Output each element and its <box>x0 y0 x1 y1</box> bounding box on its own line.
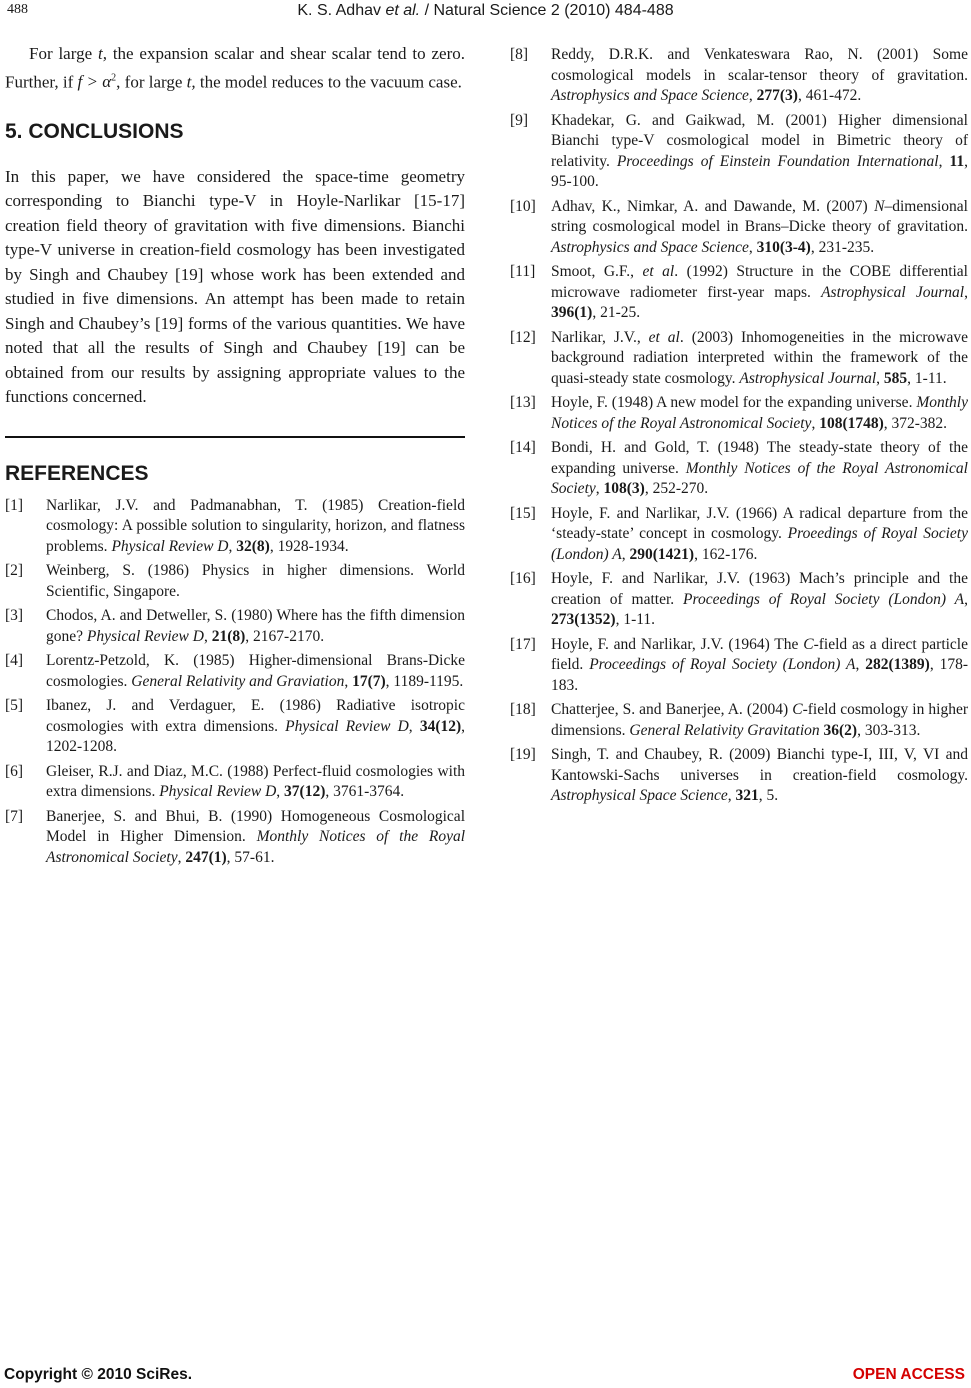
reference-pages: , 2167-2170. <box>245 627 325 645</box>
reference-pages: –dimensional string cosmological model in Brans–Dicke theory of gravitation. <box>551 197 968 235</box>
reference-volume: 247(1) <box>185 848 227 866</box>
reference-volume: 11 <box>949 152 965 170</box>
reference-volume: 34(12) <box>419 717 462 735</box>
reference-item <box>510 438 968 500</box>
section-divider <box>5 436 465 438</box>
reference-separator: , <box>964 283 968 301</box>
reference-journal: Astrophysics and Space Science <box>551 87 749 104</box>
reference-item <box>5 496 465 558</box>
reference-pages: , 231-235. <box>810 238 875 256</box>
reference-item <box>510 745 968 807</box>
reference-pages: , 461-472. <box>797 87 862 104</box>
reference-volume: 17(7) <box>352 672 386 690</box>
reference-pages: , 1-11. <box>615 611 656 628</box>
reference-volume: 321 <box>735 787 759 804</box>
reference-text <box>46 496 465 558</box>
reference-pages: , 178-183. <box>551 656 968 694</box>
reference-number: [5] <box>5 697 24 715</box>
reference-number: [9] <box>510 111 529 129</box>
reference-authors: Chodos, A. and Detweller, S. (1980) Where has the fifth dimension gone? <box>46 607 465 645</box>
reference-text <box>46 696 465 758</box>
reference-pages: , 1928-1934. <box>269 537 349 555</box>
reference-authors: Hoyle, F. (1948) A new model for the expanding universe. <box>551 394 917 411</box>
reference-number: [15] <box>510 504 536 522</box>
reference-separator: , <box>276 783 285 801</box>
reference-item <box>510 504 968 566</box>
reference-volume: 36(2) <box>823 721 858 739</box>
reference-volume: 396(1) <box>551 304 593 321</box>
reference-journal: Astrophysical Journal <box>739 369 877 387</box>
reference-text <box>551 111 968 193</box>
reference-text <box>551 262 968 324</box>
reference-separator: , <box>811 414 820 432</box>
reference-pages: , 5. <box>758 787 779 804</box>
reference-separator: , <box>595 480 604 497</box>
reference-item <box>5 651 465 692</box>
reference-number: [7] <box>5 807 24 825</box>
running-head-et-al: et al. <box>385 2 421 19</box>
reference-text <box>551 328 968 390</box>
reference-title: -field cosmology in higher dimensions. <box>551 701 968 739</box>
reference-journal: Physical Review D <box>111 537 229 555</box>
reference-number: [19] <box>510 746 536 763</box>
running-head-journal: / Natural Science 2 (2010) 484-488 <box>420 2 674 19</box>
reference-number: [2] <box>5 562 24 580</box>
reference-pages: , 303-313. <box>857 721 921 739</box>
reference-separator: , <box>855 656 866 673</box>
reference-number: [13] <box>510 394 536 411</box>
reference-item <box>510 45 968 107</box>
reference-number: [6] <box>5 762 24 780</box>
reference-separator: , <box>964 590 968 608</box>
reference-location: (London) A <box>879 590 965 608</box>
reference-item <box>510 569 968 631</box>
reference-volume: 37(12) <box>284 783 326 801</box>
reference-journal: Monthly Notices of the Royal Astronomical Society <box>551 459 968 497</box>
reference-separator: , <box>203 627 212 645</box>
page-number: 488 <box>7 2 28 17</box>
reference-separator: , <box>621 545 630 563</box>
reference-journal: Astrophysical Journal <box>821 283 965 301</box>
reference-title: -field as a direct particle field. <box>551 635 968 673</box>
reference-pages: , 57-61. <box>226 848 275 866</box>
open-access-badge: OPEN ACCESS <box>852 1366 965 1383</box>
reference-authors: Ibanez, J. and Verdaguer, E. (1986) Radiative isotropic cosmologies with extra dimensions. <box>46 697 465 735</box>
reference-journal: Physical Review D <box>159 783 277 801</box>
reference-authors: Gleiser, R.J. and Diaz, M.C. (1988) Perfect-fluid cosmologies with extra dimensions. <box>46 762 465 801</box>
reference-separator: , <box>228 537 237 555</box>
intro-paragraph: For large t, the expansion scalar and shear scalar tend to zero. Further, if $f > \alpha^2$, for large t, the model reduces to the vacuum case. <box>5 44 465 92</box>
reference-item <box>5 807 465 869</box>
reference-c-field: C <box>792 701 803 718</box>
reference-authors: Adhav, K., Nimkar, A. and Dawande, M. (2007) <box>551 197 875 215</box>
reference-text <box>551 504 968 566</box>
reference-journal: Monthly Notices of the Royal Astronomical Society <box>551 394 968 432</box>
reference-number: [14] <box>510 439 536 456</box>
reference-pages: , 21-25. <box>592 304 641 321</box>
references-list-left <box>5 496 465 869</box>
reference-text <box>46 606 465 647</box>
reference-authors: Narlikar, J.V., <box>551 328 649 346</box>
reference-item <box>5 762 465 803</box>
reference-text <box>46 807 465 869</box>
reference-volume: 310(3-4) <box>756 238 811 256</box>
reference-pages: , 372-382. <box>883 414 948 432</box>
reference-journal: Astrophysical Space Science <box>551 787 728 804</box>
reference-journal: General Relativity Gravitation <box>629 721 820 739</box>
reference-item <box>510 700 968 741</box>
reference-number: [16] <box>510 570 536 587</box>
reference-authors: Hoyle, F. and Narlikar, J.V. (1966) A radical departure from the ‘steady-state’ concept in cosmology. <box>551 504 968 542</box>
reference-number: [11] <box>510 263 536 280</box>
reference-item <box>510 262 968 324</box>
reference-pages: , 95-100. <box>551 152 969 190</box>
running-head-authors: K. S. Adhav <box>297 2 386 19</box>
reference-pages: , 252-270. <box>644 480 709 497</box>
right-column <box>510 45 968 811</box>
reference-authors: Smoot, G.F., <box>551 263 643 280</box>
reference-item <box>510 328 968 390</box>
reference-item <box>510 393 968 434</box>
reference-location: (London) A <box>776 656 856 673</box>
reference-journal: Proceedings of Royal Society <box>683 590 880 608</box>
reference-text <box>551 745 968 807</box>
reference-text <box>46 762 465 803</box>
reference-volume: 585 <box>883 369 908 387</box>
reference-pages: , 3761-3764. <box>325 783 405 801</box>
reference-text <box>551 438 968 500</box>
reference-pages: , 1189-1195. <box>385 672 464 690</box>
reference-journal: General Relativity and Graviation <box>131 672 345 690</box>
reference-journal: Proeedings of Royal Society <box>787 525 968 542</box>
reference-text <box>551 45 968 107</box>
reference-text <box>551 635 968 697</box>
reference-item <box>5 561 465 602</box>
reference-authors: Hoyle, F. and Narlikar, J.V. (1963) Mach’s principle and the creation of matter. <box>551 570 968 608</box>
reference-authors: Hoyle, F. and Narlikar, J.V. (1964) The <box>551 635 804 653</box>
reference-number: [3] <box>5 607 24 625</box>
reference-volume: 21(8) <box>211 627 246 645</box>
reference-separator: , <box>408 717 420 735</box>
reference-location: (London) A <box>551 545 622 563</box>
reference-volume: 273(1352) <box>551 611 616 628</box>
references-list-right <box>510 45 968 807</box>
reference-journal: Astrophysics and Space Science <box>551 238 749 256</box>
reference-pages: , 1202-1208. <box>46 717 466 756</box>
reference-authors: Lorentz-Petzold, K. (1985) Higher-dimensional Brans-Dicke cosmologies. <box>46 652 465 690</box>
reference-title: . (1992) Structure in the COBE differential microwave radiometer first-year maps. <box>551 263 968 301</box>
references-heading: REFERENCES <box>5 461 149 485</box>
reference-text <box>46 651 465 692</box>
reference-volume: 32(8) <box>236 537 270 555</box>
reference-text <box>551 569 968 631</box>
reference-et-al: et al <box>648 328 680 346</box>
inequality-formula: $f > \alpha^2$ <box>77 72 117 92</box>
conclusions-heading: 5. CONCLUSIONS <box>5 119 184 143</box>
reference-separator: , <box>938 152 950 170</box>
reference-number: [12] <box>510 328 536 346</box>
reference-journal: Proceedings of Einstein Foundation International <box>616 152 939 170</box>
copyright-notice: Copyright © 2010 SciRes. <box>4 1366 193 1383</box>
reference-authors: Chatterjee, S. and Banerjee, A. (2004) <box>551 701 793 718</box>
left-column <box>5 42 465 872</box>
reference-number: [1] <box>5 496 24 514</box>
reference-text <box>46 561 465 602</box>
reference-et-al: et al <box>642 263 675 280</box>
reference-volume: 108(1748) <box>819 414 884 432</box>
reference-authors: Reddy, D.R.K. and Venkateswara Rao, N. (2001) Some cosmological models in scalar-tensor theory of gravitation. <box>551 46 968 84</box>
reference-volume: 277(3) <box>756 87 798 104</box>
reference-item <box>510 111 968 193</box>
reference-authors: Singh, T. and Chaubey, R. (2009) Bianchi type-I, III, V, VI and Kantowski-Sachs universes in creation-field cosmology. <box>551 746 968 784</box>
reference-number: [8] <box>510 46 529 63</box>
reference-item <box>510 197 968 259</box>
reference-item <box>5 696 465 758</box>
reference-title: . (2003) Inhomogeneities in the microwave background radiation interpreted within the framework of the quasi-steady state cosmology. <box>551 328 968 387</box>
reference-authors: Khadekar, G. and Gaikwad, M. (2001) Higher dimensional Bianchi type-V cosmological model in Bimetric theory of relativity. <box>551 111 968 170</box>
conclusions-paragraph: In this paper, we have considered the space-time geometry corresponding to Bianchi type-V in Hoyle-Narlikar [15-17] creation field theory of gravitation with five dimensions. Bianchi type-V universe in creation-field cosmology has been investigated by Singh and Chaubey [19] whose work has been extended and studied in five dimensions. An attempt has been made to retain Singh and Chaubey’s [19] forms of the various quantities. We have noted that all the results of Singh and Chaubey [19] can be obtained from our results by assigning appropriate values to the functions concerned. <box>5 166 465 407</box>
reference-pages: , 162-176. <box>694 545 758 563</box>
reference-separator: , <box>748 87 757 104</box>
reference-authors: Weinberg, S. (1986) Physics in higher dimensions. World Scientific, Singapore. <box>46 562 465 600</box>
reference-pages: , 1-11. <box>907 369 947 387</box>
reference-authors: Banerjee, S. and Bhui, B. (1990) Homogeneous Cosmological Model in Higher Dimension. <box>46 807 465 846</box>
running-head <box>0 2 971 20</box>
reference-c-field: C <box>803 635 814 653</box>
reference-journal: N <box>874 197 885 215</box>
reference-journal: Monthly Notices of the Royal Astronomical Society <box>46 828 466 866</box>
reference-volume: 108(3) <box>603 480 645 497</box>
reference-item <box>5 606 465 647</box>
reference-separator: , <box>177 848 186 866</box>
reference-separator: , <box>876 369 884 387</box>
reference-text: Adhav, K., Nimkar, A. and Dawande, M. (2007) N–dimensional string cosmological model in Brans–Dicke theory of gravitation. Astrophysics and Space Science, 310(3-4), 231-235. <box>551 197 968 256</box>
reference-separator: , <box>727 787 736 804</box>
reference-item <box>510 635 968 697</box>
reference-number: [4] <box>5 652 24 670</box>
reference-number: [10] <box>510 197 536 215</box>
reference-authors: Narlikar, J.V. and Padmanabhan, T. (1985) Creation-field cosmology: A possible solution to singularity, horizon, and flatness problems. <box>46 496 465 555</box>
reference-journal: Physical Review D <box>86 627 204 645</box>
reference-volume: 282(1389) <box>865 656 930 673</box>
reference-journal: Proceedings of Royal Society <box>589 656 777 673</box>
reference-journal: Physical Review D <box>285 717 409 735</box>
reference-text <box>551 700 968 741</box>
reference-text <box>551 393 968 434</box>
reference-authors: Bondi, H. and Gold, T. (1948) The steady-state theory of the expanding universe. <box>551 439 968 477</box>
reference-number: [17] <box>510 635 536 653</box>
reference-number: [18] <box>510 701 536 718</box>
reference-volume: 290(1421) <box>629 545 695 563</box>
reference-separator: , <box>344 672 353 690</box>
